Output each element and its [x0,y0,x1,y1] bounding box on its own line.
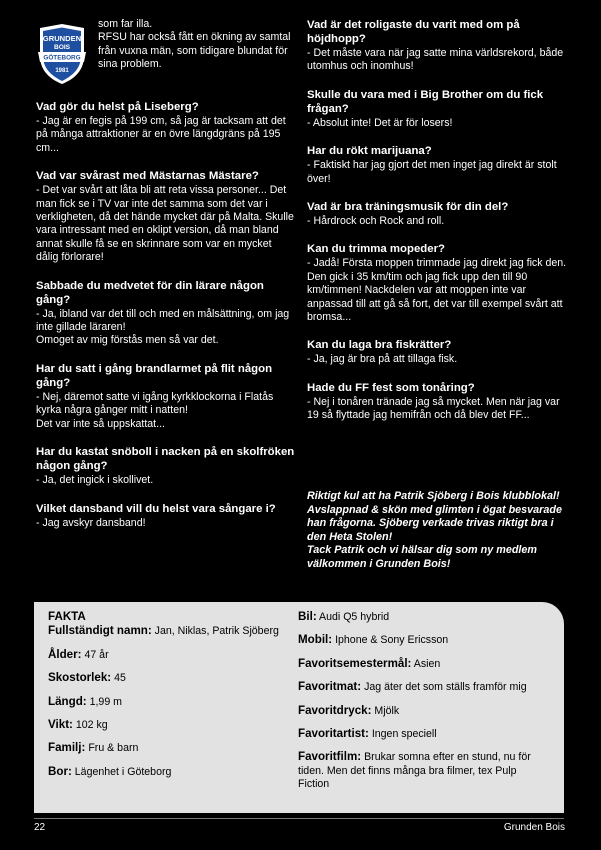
logo-mid-text: BOIS [53,44,71,51]
fakta-value: 47 år [84,648,109,661]
logo-top-text: GRUNDEN [42,34,82,43]
answer-line: - Ja, jag är bra på att tillaga fisk. [307,353,458,366]
answer-line: - Nej i tonåren tränade jag så mycket. Men när jag var 19 så flyttade jag hemifrån och då blev det FF... [307,395,560,422]
question: Kan du laga bra fiskrätter? [307,339,452,352]
answer [307,159,567,186]
fakta-row [48,671,290,685]
fakta-value: Jag äter det som ställs framför mig [364,681,527,694]
answer [307,257,567,324]
fakta-value: 102 kg [75,719,108,732]
footer-brand: Grunden Bois [503,822,565,833]
qa-item [307,338,567,366]
answer [307,396,567,423]
page-number: 22 [34,822,46,833]
fakta-row [298,704,540,718]
fakta-row [48,624,290,638]
intro-line: RFSU har också fått en ökning av samtal från vuxna män, som tidigare blundat för sina problem. [98,31,291,71]
fakta-value: Ingen speciell [371,728,437,741]
qa-item [36,100,296,155]
answer [36,308,296,348]
grunden-bois-logo-icon [36,22,88,86]
fakta-box [34,602,564,813]
answer [307,215,567,228]
intro-line: som far illa. [98,18,153,30]
qa-item [307,88,567,130]
fakta-key: Ålder: [48,647,82,661]
answer-line: - Nej, däremot satte vi igång kyrkklockorna i Flatås kyrka några gånger mitt i natten! [36,390,274,417]
question: Hade du FF fest som tonåring? [307,381,475,394]
qa-item [36,502,296,530]
fakta-row [48,741,290,755]
right-column [307,18,567,437]
question: Kan du trimma mopeder? [307,243,445,256]
fakta-key: Mobil: [298,633,333,647]
fakta-row [298,727,540,741]
answer-line: - Ja, det ingick i skollivet. [36,474,154,487]
fakta-key: Bil: [298,610,317,623]
answer-line: Omoget av mig förstås men så var det. [36,334,219,347]
answer-line: - Jag är en fegis på 199 cm, så jag är tacksam att det på många attraktioner är en övre längdgräns på 195 cm... [36,115,286,154]
fakta-row [48,765,290,779]
answer [36,115,296,155]
question: Sabbade du medvetet för din lärare någon gång? [36,279,264,306]
fakta-key: Familj: [48,741,86,755]
question: Har du kastat snöboll i nacken på en skolfröken någon gång? [36,446,295,473]
fakta-value: Asien [413,657,441,670]
fakta-left-column [48,610,290,788]
logo-year: 1981 [55,68,69,74]
answer [307,117,567,130]
qa-item [307,381,567,423]
fakta-value: 1,99 m [89,695,122,708]
fakta-value: Audi Q5 hybrid [319,611,390,623]
fakta-value: Brukar somna efter en stund, nu för tiden. Men det finns många bra filmer, tex Pulp Fiction [298,751,531,791]
qa-item [307,200,567,228]
fakta-row [298,633,540,647]
answer-line: - Absolut inte! Det är för losers! [307,116,453,129]
fakta-value: Jan, Niklas, Patrik Sjöberg [154,625,279,638]
fakta-key: Vikt: [48,718,73,732]
question: Vad var svårast med Mästarnas Mästare? [36,170,259,183]
answer [36,391,296,431]
fakta-row [298,680,540,694]
fakta-key: Favoritsemestermål: [298,656,412,670]
answer [307,353,567,366]
closing-line: Riktigt kul att ha Patrik Sjöberg i Bois klubblokal! Avslappnad & skön med glimten i ögat besvarade han frågorna. Sjöberg verkade trivas riktigt bra i den Heta Stolen! [307,490,562,543]
logo-banner-text: GÖTEBORG [43,54,81,62]
fakta-key: Favoritartist: [298,727,369,741]
answer [36,184,296,264]
fakta-value: Fru & barn [88,742,139,755]
fakta-key: Bor: [48,764,72,778]
fakta-row [298,610,540,624]
answer-line: - Ja, ibland var det till och med en målsättning, om jag inte gillade läraren! [36,307,290,334]
answer [307,47,567,74]
fakta-row [298,750,540,791]
fakta-key: Längd: [48,694,87,708]
answer [36,474,296,487]
question: Vad är bra träningsmusik för din del? [307,201,509,214]
closing-line: Tack Patrik och vi hälsar dig som ny medlem välkommen i Grunden Bois! [307,544,538,570]
fakta-key: Fullständigt namn: [48,624,152,638]
qa-item [36,279,296,348]
question: Har du rökt marijuana? [307,145,432,158]
fakta-row [298,657,540,671]
footer-divider [34,818,564,819]
qa-item [36,445,296,487]
qa-item [307,144,567,186]
qa-item [36,169,296,264]
fakta-value: Iphone & Sony Ericsson [335,634,449,647]
fakta-row [48,648,290,662]
qa-item [36,362,296,431]
fakta-title: FAKTA [48,610,86,623]
answer-line: - Jadå! Första moppen trimmade jag direkt jag fick den. Den gick i 35 km/tim och jag fick upp den till 90 km/timmen! Nackdelen var att moppen inte var anpassad till att gå så fort, det var till exempel svårt att bromsa... [307,257,567,324]
fakta-value: 45 [114,672,126,685]
qa-item [307,242,567,324]
fakta-right-column [298,610,540,801]
fakta-row [48,718,290,732]
fakta-key: Favoritdryck: [298,703,372,717]
question: Vilket dansband vill du helst vara sångare i? [36,502,276,515]
qa-item [307,18,567,74]
fakta-key: Skostorlek: [48,671,112,685]
answer-line: - Hårdrock och Rock and roll. [307,215,445,228]
closing-note [307,490,569,572]
answer-line: - Det var svårt att låta bli att reta vissa personer... Det man fick se i TV var inte det samma som det var i verkligheten, då det hände mycket där på Malta. Skulle vara intressant med en oklipt version, då man bland annat skulle få se en skrinnare som var en mycket dålig förlorare! [36,184,294,264]
answer [36,517,296,530]
answer-line: - Det måste vara när jag satte mina världsrekord, både utomhus och inomhus! [307,47,564,73]
question: Vad gör du helst på Liseberg? [36,101,199,113]
question: Har du satt i gång brandlarmet på flit någon gång? [36,362,273,389]
intro-text [98,18,296,72]
answer-line: - Jag avskyr dansband! [36,516,146,529]
fakta-key: Favoritfilm: [298,750,362,764]
answer-line: - Faktiskt har jag gjort det men inget jag direkt är stolt över! [307,159,557,185]
question: Vad är det roligaste du varit med om på höjdhopp? [307,19,520,45]
fakta-value: Mjölk [374,704,400,717]
left-column [36,18,296,544]
fakta-row [48,695,290,709]
question: Skulle du vara med i Big Brother om du fick frågan? [307,88,544,115]
fakta-key: Favoritmat: [298,680,362,694]
answer-line: Det var inte så uppskattat... [36,417,165,430]
intro-block [36,18,296,86]
fakta-value: Lägenhet i Göteborg [74,765,172,778]
